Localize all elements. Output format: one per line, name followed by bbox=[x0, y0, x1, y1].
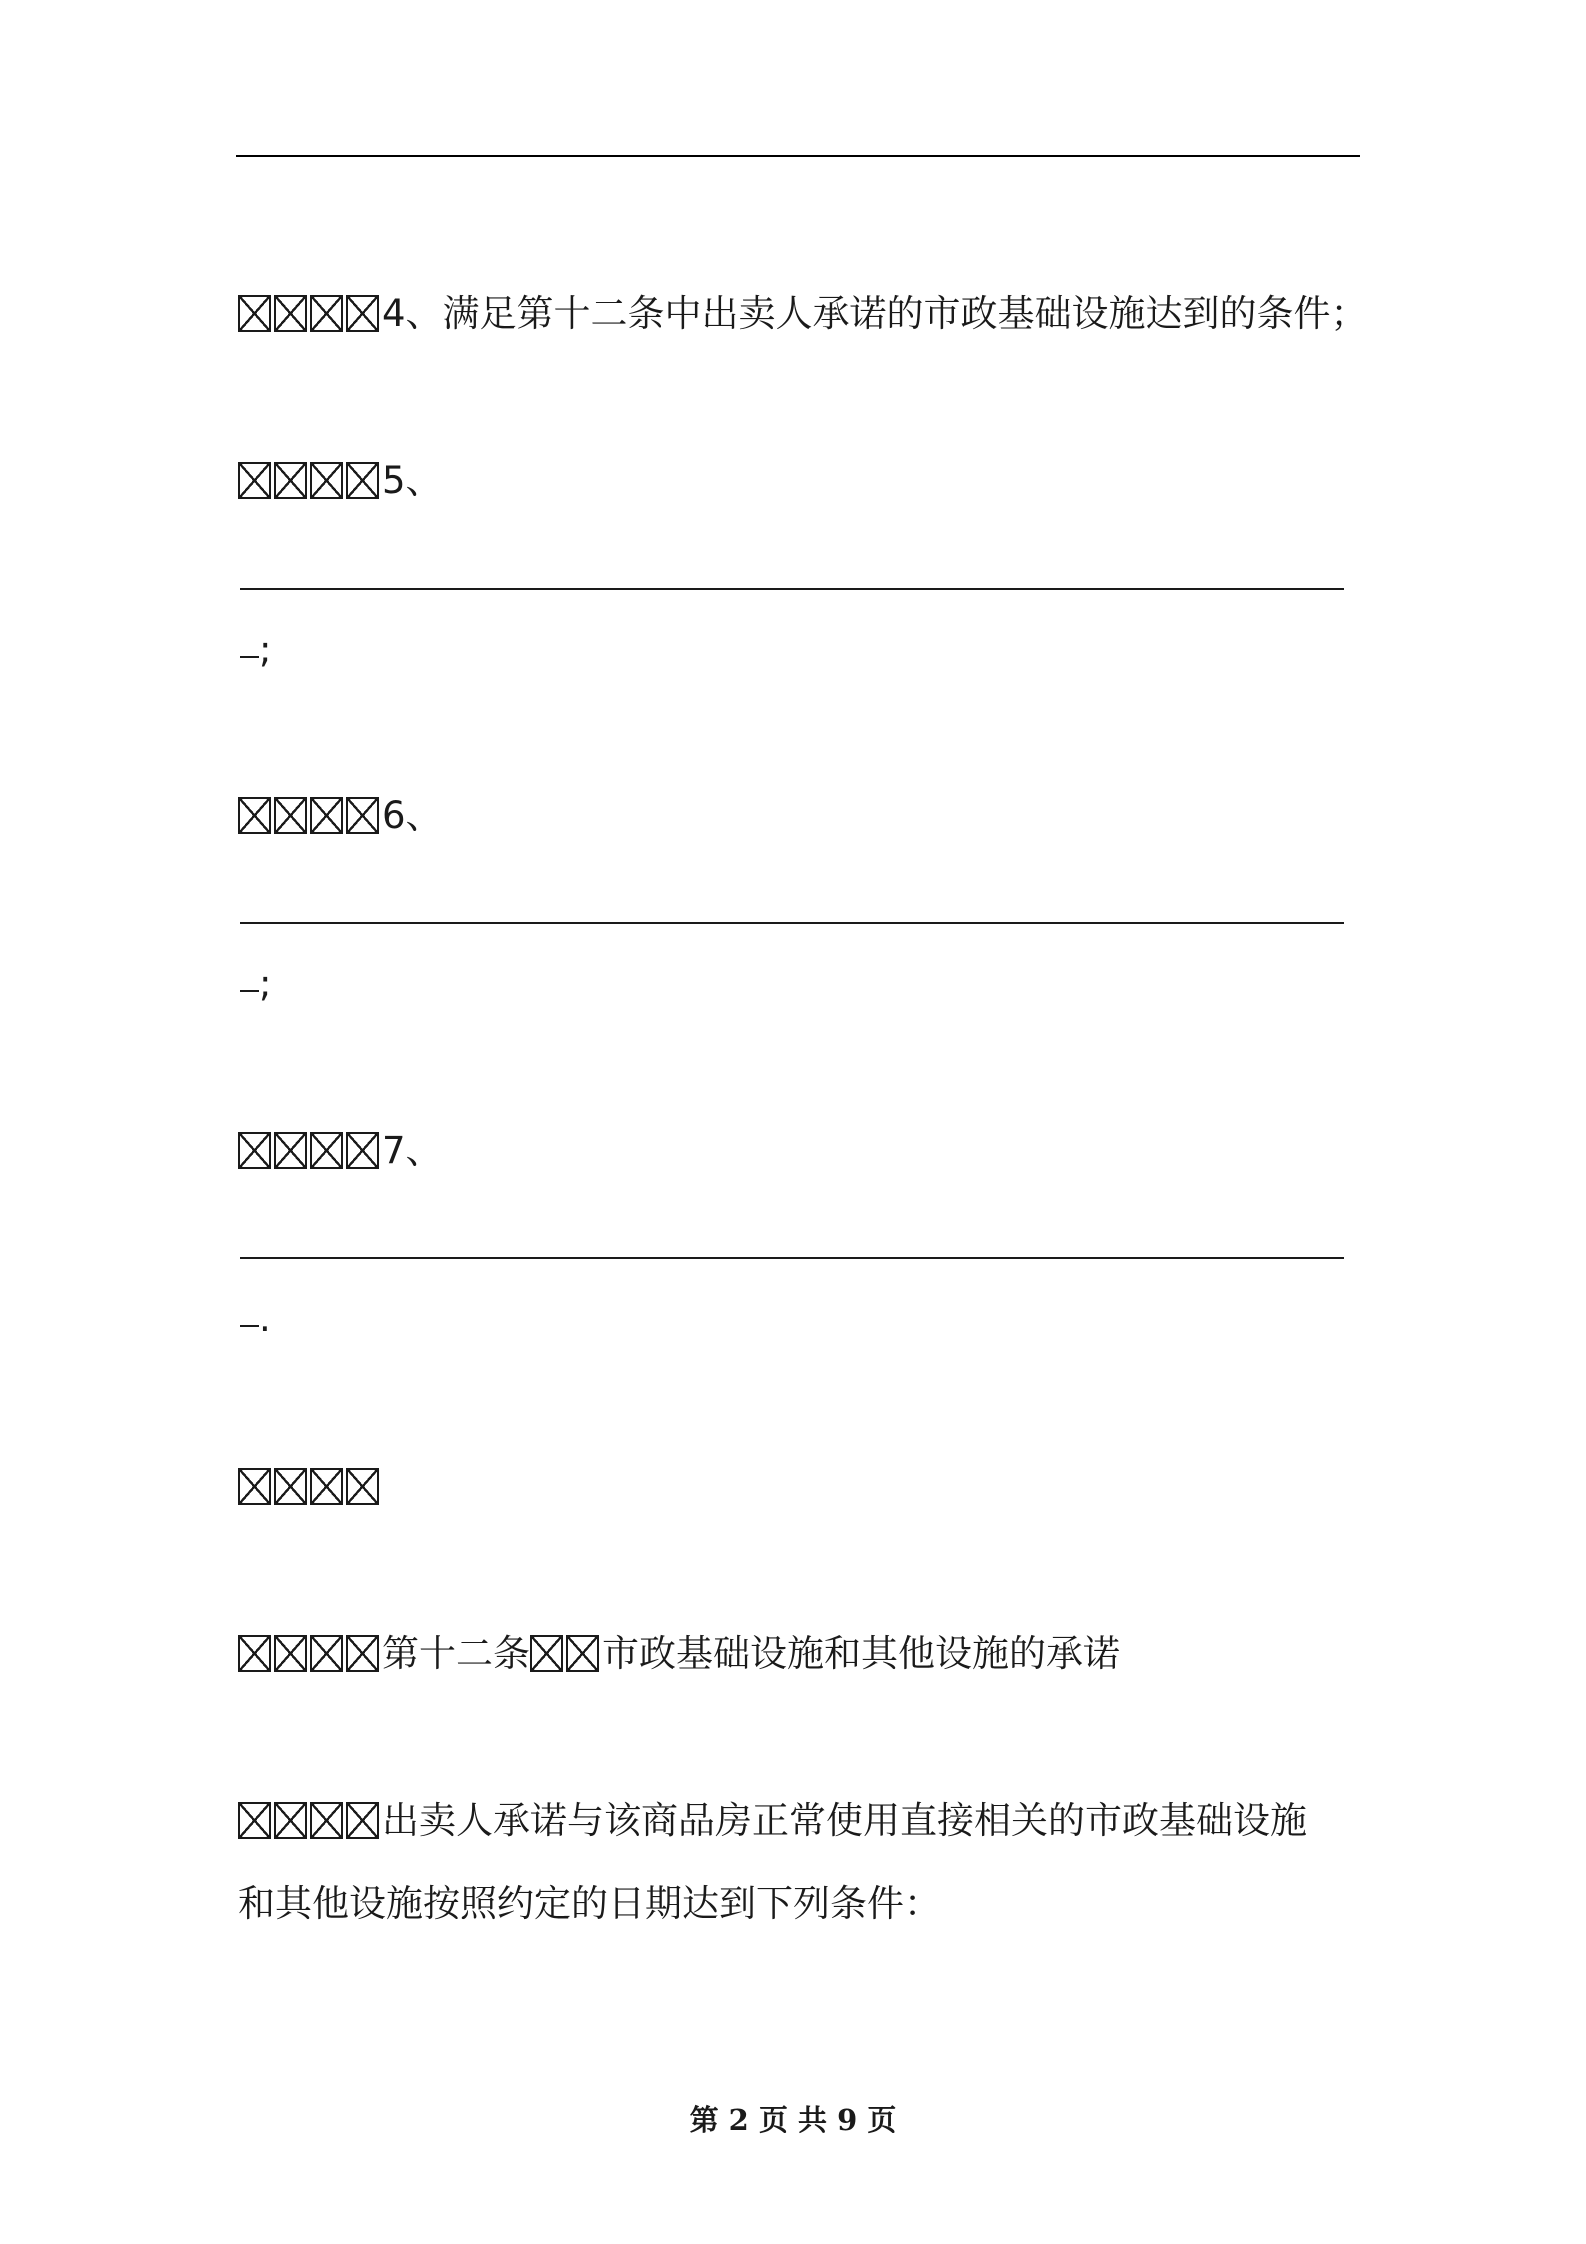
missing-glyph-box bbox=[238, 1468, 271, 1505]
missing-glyph-box bbox=[274, 462, 307, 499]
empty-paragraph bbox=[238, 1463, 382, 1511]
missing-glyph-box bbox=[346, 295, 379, 332]
item-4-text: 4、满足第十二条中出卖人承诺的市政基础设施达到的条件； bbox=[382, 292, 1368, 335]
missing-glyph-box bbox=[346, 462, 379, 499]
missing-glyph-box bbox=[310, 1132, 343, 1169]
fill-blank-line bbox=[240, 1257, 1344, 1259]
missing-glyph-box bbox=[346, 797, 379, 834]
missing-glyph-box bbox=[238, 1802, 271, 1839]
promise-paragraph-line-2 bbox=[238, 1880, 941, 1928]
underscore-glyph bbox=[240, 960, 259, 992]
article-12-heading bbox=[238, 1630, 1120, 1678]
article-12-subject: 市政基础设施和其他设施的承诺 bbox=[602, 1632, 1120, 1675]
header-rule bbox=[236, 155, 1360, 157]
underscore-glyph bbox=[240, 626, 259, 658]
missing-glyph-box bbox=[310, 462, 343, 499]
blank-tail-punct: ; bbox=[259, 628, 272, 671]
blank-tail bbox=[240, 1295, 271, 1343]
missing-glyph-box bbox=[274, 797, 307, 834]
blank-tail-punct: . bbox=[259, 1297, 271, 1340]
fill-blank-line bbox=[240, 588, 1344, 590]
missing-glyph-box bbox=[310, 1635, 343, 1672]
paragraph-item-4 bbox=[238, 290, 1368, 338]
missing-glyph-box bbox=[346, 1132, 379, 1169]
missing-glyph-box bbox=[566, 1635, 599, 1672]
blank-tail bbox=[240, 960, 271, 1008]
blank-tail-punct: ; bbox=[259, 962, 272, 1005]
missing-glyph-box bbox=[274, 1802, 307, 1839]
promise-text-line-1: 出卖人承诺与该商品房正常使用直接相关的市政基础设施 bbox=[382, 1799, 1307, 1842]
missing-glyph-box bbox=[274, 295, 307, 332]
missing-glyph-box bbox=[310, 295, 343, 332]
underscore-glyph bbox=[240, 1295, 259, 1327]
missing-glyph-box bbox=[274, 1468, 307, 1505]
paragraph-item-7 bbox=[238, 1127, 443, 1175]
missing-glyph-box bbox=[346, 1802, 379, 1839]
missing-glyph-box bbox=[238, 1635, 271, 1672]
missing-glyph-box bbox=[310, 1802, 343, 1839]
blank-tail bbox=[240, 626, 271, 674]
missing-glyph-box bbox=[274, 1635, 307, 1672]
missing-glyph-box bbox=[238, 462, 271, 499]
missing-glyph-box bbox=[310, 1468, 343, 1505]
missing-glyph-box bbox=[346, 1635, 379, 1672]
paragraph-item-5 bbox=[238, 457, 443, 505]
article-12-title: 第十二条 bbox=[382, 1632, 530, 1675]
missing-glyph-box bbox=[310, 797, 343, 834]
promise-paragraph-line-1 bbox=[238, 1797, 1307, 1845]
fill-blank-line bbox=[240, 922, 1344, 924]
item-7-text: 7、 bbox=[382, 1129, 443, 1172]
missing-glyph-box bbox=[530, 1635, 563, 1672]
missing-glyph-box bbox=[274, 1132, 307, 1169]
item-6-text: 6、 bbox=[382, 794, 443, 837]
page-footer: 第 2 页 共 9 页 bbox=[689, 2103, 897, 2137]
missing-glyph-box bbox=[238, 1132, 271, 1169]
missing-glyph-box bbox=[238, 295, 271, 332]
promise-text-line-2: 和其他设施按照约定的日期达到下列条件： bbox=[238, 1882, 941, 1925]
missing-glyph-box bbox=[346, 1468, 379, 1505]
item-5-text: 5、 bbox=[382, 459, 443, 502]
missing-glyph-box bbox=[238, 797, 271, 834]
paragraph-item-6 bbox=[238, 792, 443, 840]
